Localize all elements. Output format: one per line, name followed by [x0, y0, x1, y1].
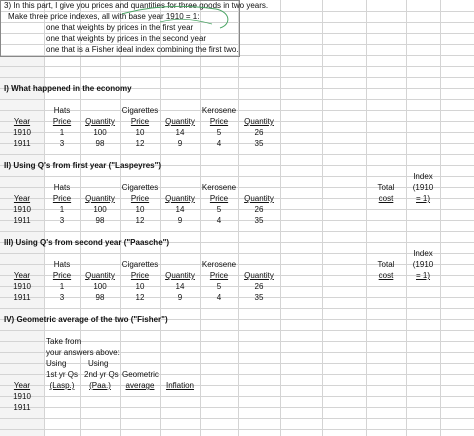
section-3-title[interactable]: III) Using Q's from second year ("Paasche")	[4, 238, 170, 247]
grid-row-line	[0, 264, 474, 265]
value-cell[interactable]: 5	[216, 128, 222, 137]
total-header[interactable]: Total	[377, 260, 395, 269]
value-cell[interactable]: 98	[95, 139, 105, 148]
good-header[interactable]: Hats	[53, 260, 71, 269]
grid-row-line	[0, 253, 474, 254]
value-cell[interactable]: 4	[216, 293, 222, 302]
quantity-header[interactable]: Quantity	[85, 117, 115, 126]
your-answers-label[interactable]: your answers above:	[46, 348, 120, 357]
value-cell[interactable]: 10	[135, 282, 145, 291]
value-cell[interactable]: 14	[175, 282, 185, 291]
using-label[interactable]: Using	[88, 359, 109, 368]
index-header[interactable]: = 1)	[415, 194, 431, 203]
value-cell[interactable]: 1	[59, 128, 65, 137]
grid-row-line	[0, 297, 474, 298]
price-header[interactable]: Price	[130, 271, 150, 280]
grid-row-line	[0, 187, 474, 188]
index-header[interactable]: Index	[413, 172, 433, 181]
take-from-label[interactable]: Take from	[46, 337, 82, 346]
grid-row-line	[0, 143, 474, 144]
section-4-title[interactable]: IV) Geometric average of the two ("Fisher")	[4, 315, 168, 324]
value-cell[interactable]: 35	[254, 293, 264, 302]
value-cell[interactable]: 14	[175, 205, 185, 214]
grid-row-line	[0, 154, 474, 155]
good-header[interactable]: Hats	[53, 106, 71, 115]
handwritten-annotation	[120, 4, 240, 40]
value-cell[interactable]: 100	[93, 128, 107, 137]
grid-row-line	[0, 132, 474, 133]
quantity-header[interactable]: Quantity	[85, 271, 115, 280]
price-header[interactable]: Price	[52, 117, 72, 126]
index-header[interactable]: = 1)	[415, 271, 431, 280]
value-cell[interactable]: 10	[135, 205, 145, 214]
year-cell[interactable]: 1911	[13, 216, 31, 225]
value-cell[interactable]: 3	[59, 216, 65, 225]
price-header[interactable]: Price	[209, 117, 229, 126]
average-header[interactable]: average	[125, 381, 155, 390]
value-cell[interactable]: 35	[254, 216, 264, 225]
geometric-label[interactable]: Geometric	[122, 370, 159, 379]
year-cell[interactable]: 1911	[13, 293, 31, 302]
value-cell[interactable]: 9	[177, 216, 183, 225]
price-header[interactable]: Price	[130, 117, 150, 126]
good-header[interactable]: Cigarettes	[121, 106, 159, 115]
value-cell[interactable]: 14	[175, 128, 185, 137]
price-header[interactable]: Price	[209, 271, 229, 280]
grid-row-line	[0, 418, 474, 419]
grid-row-line	[0, 330, 474, 331]
index-header[interactable]: (1910	[412, 260, 434, 269]
value-cell[interactable]: 12	[135, 139, 145, 148]
value-cell[interactable]: 12	[135, 293, 145, 302]
grid-row-line	[0, 363, 474, 364]
good-header[interactable]: Cigarettes	[121, 260, 159, 269]
grid-row-line	[0, 220, 474, 221]
value-cell[interactable]: 5	[216, 205, 222, 214]
year-header[interactable]: Year	[13, 271, 31, 280]
quantity-header[interactable]: Quantity	[244, 271, 274, 280]
year-cell[interactable]: 1910	[13, 128, 31, 137]
price-header[interactable]: Price	[52, 271, 72, 280]
value-cell[interactable]: 10	[135, 128, 145, 137]
value-cell[interactable]: 1	[59, 282, 65, 291]
value-cell[interactable]: 4	[216, 139, 222, 148]
value-cell[interactable]: 1	[59, 205, 65, 214]
value-cell[interactable]: 100	[93, 282, 107, 291]
grid-row-line	[0, 286, 474, 287]
quantity-header[interactable]: Quantity	[165, 117, 195, 126]
total-header[interactable]: Total	[377, 183, 395, 192]
index-header[interactable]: Index	[413, 249, 433, 258]
value-cell[interactable]: 4	[216, 216, 222, 225]
intro-line-3[interactable]: one that weights by prices in the first year	[46, 23, 194, 32]
using-label[interactable]: Using	[46, 359, 67, 368]
good-header[interactable]: Cigarettes	[121, 183, 159, 192]
quantity-header[interactable]: Quantity	[165, 271, 195, 280]
lasp-header[interactable]: (Lasp.)	[49, 381, 75, 390]
year-cell[interactable]: 1910	[13, 205, 31, 214]
quantity-header[interactable]: Quantity	[244, 194, 274, 203]
good-header[interactable]: Kerosene	[201, 260, 237, 269]
good-header[interactable]: Kerosene	[201, 183, 237, 192]
intro-line-1[interactable]: 3) In this part, I give you prices and quantities for three goods in two years.	[4, 1, 269, 10]
value-cell[interactable]: 98	[95, 216, 105, 225]
value-cell[interactable]: 98	[95, 293, 105, 302]
index-header[interactable]: (1910	[412, 183, 434, 192]
year-header[interactable]: Year	[13, 117, 31, 126]
grid-row-line	[0, 407, 474, 408]
first-yr-qs-label[interactable]: 1st yr Qs	[46, 370, 79, 379]
value-cell[interactable]: 100	[93, 205, 107, 214]
intro-line-2[interactable]: Make three price indexes, all with base year 1910 = 1:	[8, 12, 200, 21]
price-header[interactable]: Price	[130, 194, 150, 203]
year-cell[interactable]: 1911	[13, 139, 31, 148]
good-header[interactable]: Hats	[53, 183, 71, 192]
intro-line-5[interactable]: one that is a Fisher ideal index combining the first two.	[46, 45, 239, 54]
grid-row-line	[0, 66, 474, 67]
good-header[interactable]: Kerosene	[201, 106, 237, 115]
grid-row-line	[0, 429, 474, 430]
quantity-header[interactable]: Quantity	[165, 194, 195, 203]
year-cell[interactable]: 1910	[13, 392, 31, 401]
value-cell[interactable]: 26	[254, 128, 264, 137]
year-cell[interactable]: 1911	[13, 403, 31, 412]
grid-row-line	[0, 396, 474, 397]
intro-line-4[interactable]: one that weights by prices in the second year	[46, 34, 207, 43]
grid-row-line	[0, 231, 474, 232]
value-cell[interactable]: 26	[254, 205, 264, 214]
inflation-header[interactable]: Inflation	[165, 381, 195, 390]
section-1-title[interactable]: I) What happened in the economy	[4, 84, 132, 93]
value-cell[interactable]: 5	[216, 282, 222, 291]
value-cell[interactable]: 9	[177, 139, 183, 148]
second-yr-qs-label[interactable]: 2nd yr Qs	[84, 370, 119, 379]
value-cell[interactable]: 3	[59, 293, 65, 302]
grid-row-line	[0, 110, 474, 111]
grid-row-line	[0, 99, 474, 100]
price-header[interactable]: Price	[52, 194, 72, 203]
grid-row-line	[0, 77, 474, 78]
grid-row-line	[0, 176, 474, 177]
year-cell[interactable]: 1910	[13, 282, 31, 291]
grid-row-line	[0, 308, 474, 309]
value-cell[interactable]: 12	[135, 216, 145, 225]
year-header[interactable]: Year	[13, 194, 31, 203]
quantity-header[interactable]: Quantity	[244, 117, 274, 126]
price-header[interactable]: Price	[209, 194, 229, 203]
value-cell[interactable]: 26	[254, 282, 264, 291]
paa-header[interactable]: (Paa.)	[89, 381, 111, 390]
cost-header[interactable]: cost	[378, 194, 394, 203]
year-header[interactable]: Year	[13, 381, 31, 390]
cost-header[interactable]: cost	[378, 271, 394, 280]
section-2-title[interactable]: II) Using Q's from first year ("Laspeyres")	[4, 161, 162, 170]
value-cell[interactable]: 9	[177, 293, 183, 302]
value-cell[interactable]: 35	[254, 139, 264, 148]
value-cell[interactable]: 3	[59, 139, 65, 148]
grid-row-line	[0, 209, 474, 210]
quantity-header[interactable]: Quantity	[85, 194, 115, 203]
